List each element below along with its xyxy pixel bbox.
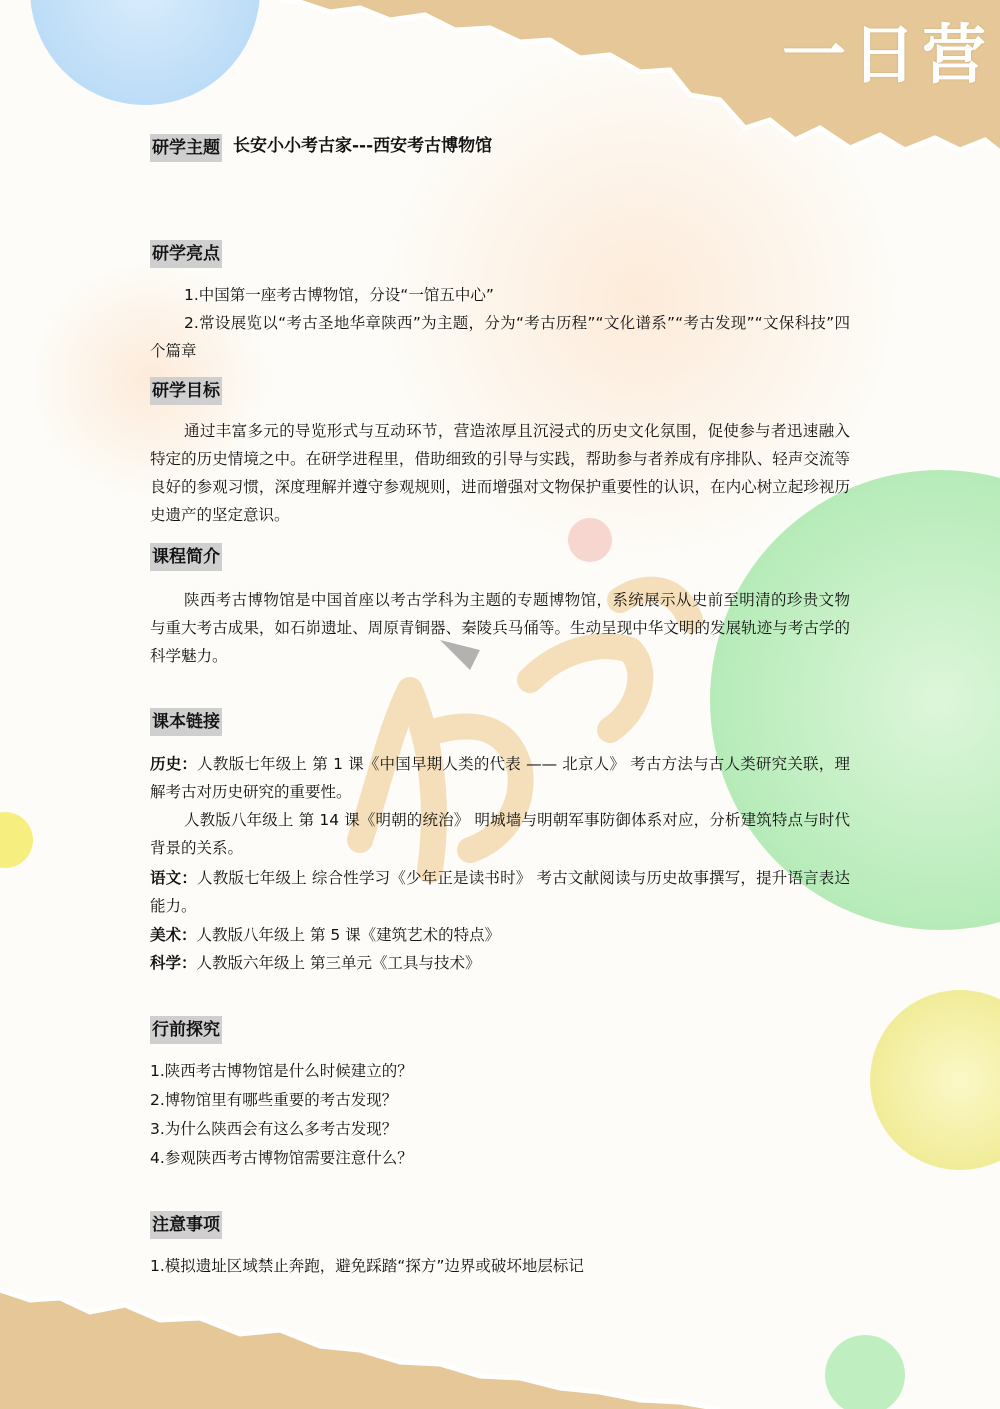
subject-label-science: 科学：: [150, 954, 197, 972]
textbook-science-text: 人教版六年级上 第三单元《工具与技术》: [196, 954, 481, 972]
highlight-item-1: 1.中国第一座考古博物馆，分设“一馆五中心”: [184, 286, 494, 304]
theme-title: 长安小小考古家---西安考古博物馆: [233, 136, 493, 156]
section-tag-goals: 研学目标: [150, 377, 222, 405]
goals-paragraph: 通过丰富多元的导览形式与互动环节，营造浓厚且沉浸式的历史文化氛围，促使参与者迅速融入特定的历史情境之中。在研学进程里，借助细致的引导与实践，帮助参与者养成有序排队、轻声交流等良好的参观习惯，深度理解并遵守参观规则，进而增强对文物保护重要性的认识，在内心树立起珍视历史遗产的坚定意识。: [150, 422, 850, 524]
explore-item-4: 4.参观陕西考古博物馆需要注意什么？: [150, 1149, 413, 1167]
course-paragraph: 陕西考古博物馆是中国首座以考古学科为主题的专题博物馆，系统展示从史前至明清的珍贵文物与重大考古成果，如石峁遗址、周原青铜器、秦陵兵马俑等。生动呈现中华文明的发展轨迹与考古学的科学魅力。: [150, 591, 850, 665]
textbook-history-1-text: 人教版七年级上 第 1 课《中国早期人类的代表 —— 北京人》 考古方法与古人类研究关联，理解考古对历史研究的重要性。: [150, 755, 850, 801]
highlight-item-2: 2.常设展览以“考古圣地华章陕西”为主题，分为“考古历程”“文化谱系”“考古发现”“文保科技”四个篇章: [150, 314, 850, 360]
explore-item-1: 1.陕西考古博物馆是什么时候建立的？: [150, 1062, 413, 1080]
corner-brand-title: 一日营: [782, 19, 992, 93]
explore-item-2: 2.博物馆里有哪些重要的考古发现？: [150, 1091, 398, 1109]
subject-label-chinese: 语文：: [150, 869, 198, 887]
textbook-history-2: 人教版八年级上 第 14 课《明朝的统治》 明城墙与明朝军事防御体系对应，分析建筑特点与时代背景的关系。: [150, 811, 850, 857]
textbook-science: [150, 949, 480, 977]
textbook-history-1: [150, 750, 850, 806]
notes-item-1: 1.模拟遗址区域禁止奔跑，避免踩踏“探方”边界或破坏地层标记: [150, 1257, 584, 1275]
section-tag-textbook: 课本链接: [150, 708, 222, 736]
section-tag-theme: 研学主题: [150, 134, 222, 162]
textbook-chinese-text: 人教版七年级上 综合性学习《少年正是读书时》 考古文献阅读与历史故事撰写，提升语言表达能力。: [150, 869, 850, 915]
textbook-chinese: [150, 864, 850, 920]
textbook-art: [150, 921, 500, 949]
explore-item-3: 3.为什么陕西会有这么多考古发现？: [150, 1120, 398, 1138]
section-tag-explore: 行前探究: [150, 1016, 222, 1044]
subject-label-history: 历史：: [150, 755, 198, 773]
textbook-art-text: 人教版八年级上 第 5 课《建筑艺术的特点》: [196, 926, 501, 944]
subject-label-art: 美术：: [150, 926, 197, 944]
section-tag-highlights: 研学亮点: [150, 240, 222, 268]
section-tag-notes: 注意事项: [150, 1211, 222, 1239]
section-tag-course: 课程简介: [150, 543, 222, 571]
